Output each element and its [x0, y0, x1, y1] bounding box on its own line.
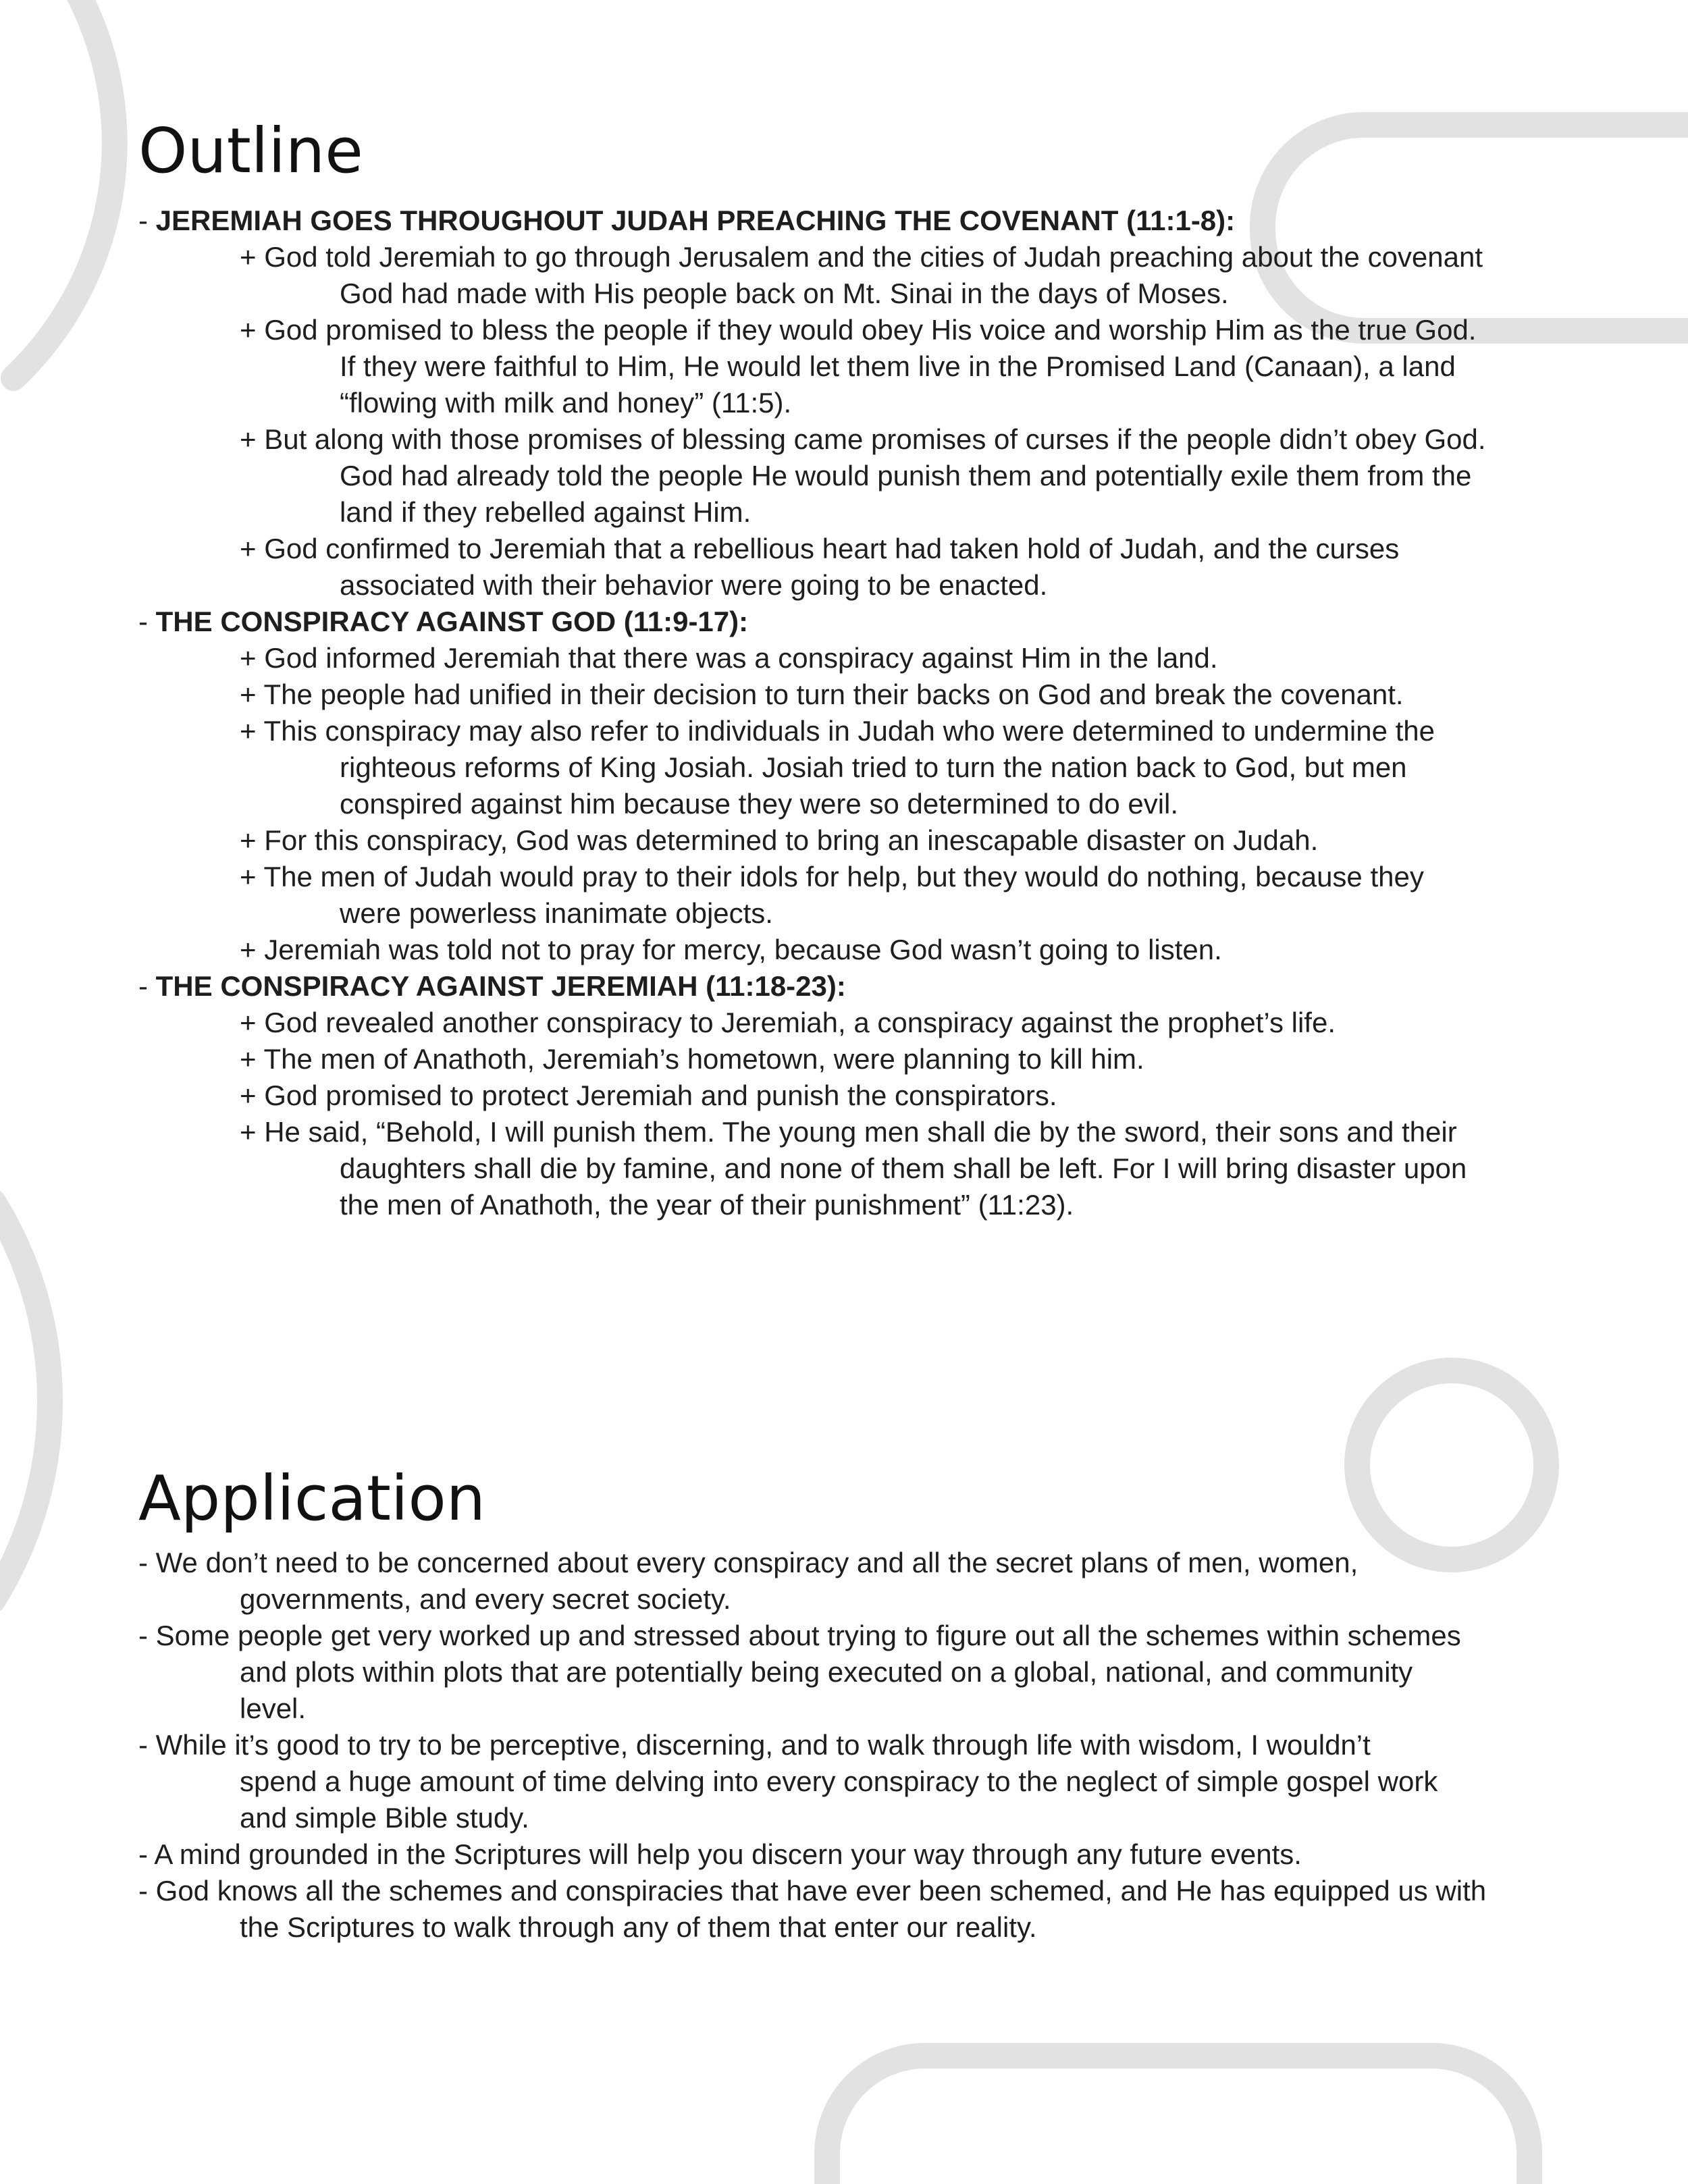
heading-dash: - [138, 606, 156, 637]
outline-point-line: daughters shall die by famine, and none of them shall be left. For I will bring disaster upon [340, 1152, 1467, 1184]
outline-point-line: + The men of Judah would pray to their idols for help, but they would do nothing, because they [240, 861, 1424, 893]
application-point-line: level. [240, 1693, 307, 1724]
application-point-line: - While it’s good to try to be perceptive, discerning, and to walk through life with wisdom, I wouldn’t [138, 1729, 1371, 1761]
application-point-line: - We don’t need to be concerned about every conspiracy and all the secret plans of men, women, [138, 1547, 1359, 1578]
outline-point-line: + God confirmed to Jeremiah that a rebellious heart had taken hold of Judah, and the curses [240, 533, 1400, 564]
outline-point-line: + The men of Anathoth, Jeremiah’s hometown, were planning to kill him. [240, 1043, 1144, 1075]
outline-point-line: If they were faithful to Him, He would let them live in the Promised Land (Canaan), a land [340, 350, 1456, 382]
ring-decoration [1357, 1370, 1546, 1560]
outline-heading-2 [138, 604, 1577, 640]
application-point-line: and simple Bible study. [240, 1802, 529, 1834]
outline-point-line: righteous reforms of King Josiah. Josiah tried to turn the nation back to God, but men [340, 751, 1407, 783]
outline-point-line: were powerless inanimate objects. [340, 897, 773, 929]
outline-point-line: + God revealed another conspiracy to Jeremiah, a conspiracy against the prophet’s life. [240, 1007, 1336, 1038]
outline-point-line: + But along with those promises of blessing came promises of curses if the people didn’t obey God. [240, 423, 1486, 455]
outline-point-line: associated with their behavior were going to be enacted. [340, 569, 1048, 601]
application-point-line: - Some people get very worked up and stressed about trying to figure out all the schemes within schemes [138, 1620, 1461, 1651]
bottom-pill-decoration [827, 2056, 1529, 2184]
application-point-line: - God knows all the schemes and conspiracies that have ever been schemed, and He has equipped us with [138, 1875, 1487, 1907]
outline-point-line: + The people had unified in their decision to turn their backs on God and break the covenant. [240, 678, 1404, 710]
left-arc-decoration [0, 1202, 50, 1600]
outline-point-line: + He said, “Behold, I will punish them. The young men shall die by the sword, their sons and their [240, 1116, 1457, 1148]
application-section [138, 1545, 1577, 1946]
outline-point-line: God had already told the people He would punish them and potentially exile them from the [340, 460, 1472, 491]
outline-point-line: conspired against him because they were so determined to do evil. [340, 788, 1179, 820]
outline-title: Outline [138, 115, 363, 187]
application-point-line: - A mind grounded in the Scriptures will help you discern your way through any future events. [138, 1838, 1302, 1870]
heading-text: THE CONSPIRACY AGAINST JEREMIAH (11:18-23): [155, 970, 846, 1002]
outline-point-line: God had made with His people back on Mt. Sinai in the days of Moses. [340, 277, 1229, 309]
outline-point-line: + God told Jeremiah to go through Jerusalem and the cities of Judah preaching about the covenant [240, 241, 1483, 273]
outline-point-line: + God promised to protect Jeremiah and punish the conspirators. [240, 1080, 1057, 1111]
application-point-line: spend a huge amount of time delving into every conspiracy to the neglect of simple gospel work [240, 1765, 1438, 1797]
outline-point-line: + God informed Jeremiah that there was a conspiracy against Him in the land. [240, 642, 1218, 674]
application-title: Application [138, 1462, 486, 1535]
application-point-line: the Scriptures to walk through any of them that enter our reality. [240, 1911, 1037, 1943]
outline-point-line: “flowing with milk and honey” (11:5). [340, 387, 792, 419]
application-point-line: and plots within plots that are potentially being executed on a global, national, and community [240, 1656, 1413, 1688]
outline-heading-3 [138, 968, 1577, 1005]
heading-dash: - [138, 205, 156, 236]
heading-dash: - [138, 970, 156, 1002]
outline-point-line: the men of Anathoth, the year of their punishment” (11:23). [340, 1189, 1074, 1221]
application-point-line: governments, and every secret society. [240, 1583, 731, 1615]
outline-point-line: + For this conspiracy, God was determined to bring an inescapable disaster on Judah. [240, 824, 1319, 856]
outline-point-line: + Jeremiah was told not to pray for mercy, because God wasn’t going to listen. [240, 934, 1222, 965]
outline-point-line: land if they rebelled against Him. [340, 496, 751, 528]
outline-point-line: + God promised to bless the people if they would obey His voice and worship Him as the true God. [240, 314, 1477, 346]
heading-text: JEREMIAH GOES THROUGHOUT JUDAH PREACHING THE COVENANT (11:1-8): [155, 205, 1236, 236]
heading-text: THE CONSPIRACY AGAINST GOD (11:9-17): [155, 606, 749, 637]
top-left-arc-decoration [14, 0, 115, 378]
outline-section [138, 203, 1577, 1223]
outline-point-line: + This conspiracy may also refer to individuals in Judah who were determined to undermine the [240, 715, 1435, 747]
outline-heading-1 [138, 203, 1577, 239]
